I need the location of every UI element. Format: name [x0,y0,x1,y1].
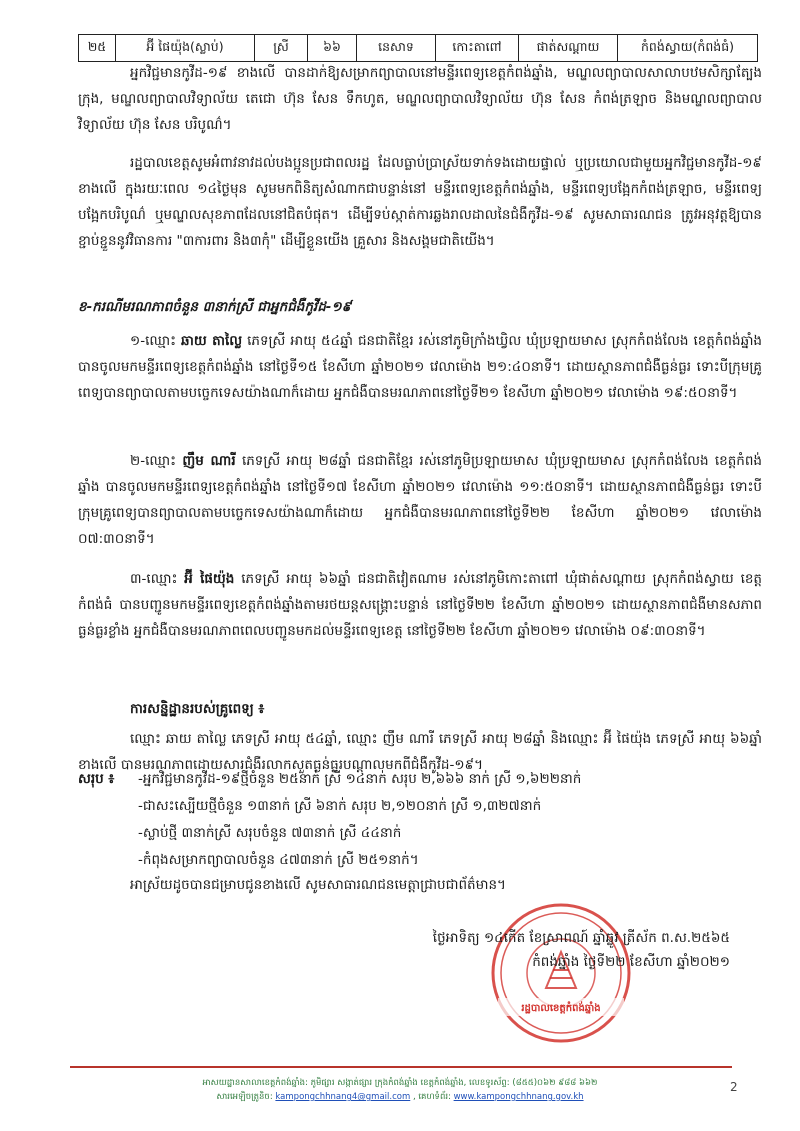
page-number: 2 [730,1080,738,1094]
footer-contacts [0,1090,800,1104]
case-1-name: ឆាយ តាល្លៃ [181,333,243,349]
case-2-prefix: ២-ឈ្មោះ [130,453,177,469]
cell-name: អ៊ី ផៃយ៉ុង(ស្លាប់) [116,35,255,62]
cell-district: កំពង់ស្វាយ(កំពង់ធំ) [618,35,758,62]
summary-row [78,820,762,847]
case-2-text: ភេទស្រី អាយុ ២៨ឆ្នាំ ជនជាតិខ្មែរ រស់នៅភូមិប្រឡាយមាស ឃុំប្រឡាយមាស ស្រុកកំពង់លែង ខេត្តកំពង់ឆ្នាំង បានចូលមកមន្ទីរពេទ្យខេត្តកំពង់ឆ្នាំង នៅថ្ងៃទី១៧ ខែសីហា ឆ្នាំ២០២១ វេលាម៉ោង ១១:៥០នាទី។ ដោយស្ថានភាពជំងឺធ្ងន់ធ្ងរ ទោះបីក្រុមគ្រូពេទ្យបានព្យាបាលតាមបច្ចេកទេសយ៉ាងណាក៏ដោយ អ្នកជំងឺបានមរណភាពនៅថ្ងៃទី២២ ខែសីហា ឆ្នាំ២០២១ វេលាម៉ោង ០៧:៣០នាទី។ [78,453,763,547]
footer [0,1076,800,1104]
summary-label: សរុប ៖ [78,771,115,787]
solar-date: កំពង់ឆ្នាំង ថ្ងៃទី២២ ខែសីហា ឆ្នាំ២០២១ [532,954,730,970]
footer-email-link[interactable]: kampongchhnang4@gmail.com [275,1092,411,1102]
footer-rule [70,1066,732,1068]
cell-village: កោះតាពៅ [436,35,519,62]
summary-row [78,766,762,793]
footer-address: អាសយដ្ឋានសាលាខេត្តកំពង់ឆ្នាំង: ភូមិផ្សារ សង្កាត់ផ្សារ ក្រុងកំពង់ឆ្នាំង ខេត្តកំពង់ឆ្នាំង, លេខទូរស័ព្ទ: (៨៥៥)០៦២ ៩៨៨ ៦៦២ [202,1078,598,1088]
closing-line: អាស្រ័យដូចបានជម្រាបជូនខាងលើ សូមសាធារណជនមេត្តាជ្រាបជាព័ត៌មាន។ [130,877,506,893]
cell-occupation: នេសាទ [357,35,436,62]
case-3-text: ភេទស្រី អាយុ ៦៦ឆ្នាំ ជនជាតិវៀតណាម រស់នៅភូមិកោះតាពៅ ឃុំផាត់សណ្ដាយ ស្រុកកំពង់ស្វាយ ខេត្តកំពង់ធំ បានបញ្ជូនមកមន្ទីរពេទ្យខេត្តកំពង់ឆ្នាំងតាមរថយន្តសង្គ្រោះបន្ទាន់ នៅថ្ងៃទី២២ ខែសីហា ឆ្នាំ២០២១ ដោយស្ថានភាពជំងឺមានសភាពធ្ងន់ធ្ងរខ្លាំង អ្នកជំងឺបានមរណភាពពេលបញ្ជូនមកដល់មន្ទីរពេទ្យខេត្ត នៅថ្ងៃទី២២ ខែសីហា ឆ្នាំ២០២១ វេលាម៉ោង ០៩:៣០នាទី។ [78,571,763,639]
cell-age: ៦៦ [308,35,357,62]
case-1-paragraph [78,328,762,406]
summary-block [78,766,762,874]
lunar-date: ថ្ងៃអាទិត្យ ១៤កើត ខែស្រាពណ៍ ឆ្នាំឆ្លូវ ត្រីស័ក ព.ស.២៥៦៥ [432,930,730,946]
case-3-paragraph [78,566,762,644]
case-1-prefix: ១-ឈ្មោះ [130,333,177,349]
summary-line-3: -ស្លាប់ថ្មី ៣នាក់ស្រី សរុបចំនួន ៧៣នាក់ ស្រី ៤៤នាក់ [138,825,402,841]
case-2-name: ញឹម ណារី [182,453,236,469]
case-table-row [78,34,758,62]
death-section-title: ខ-ករណីមរណភាពចំនួន ៣នាក់ស្រី ជាអ្នកជំងឺកូវីដ-១៩ [78,299,352,315]
treatment-paragraph: អ្នកវិជ្ជមានកូវីដ-១៩ ខាងលើ បានដាក់ឱ្យសម្រាកព្យាបាលនៅមន្ទីរពេទ្យខេត្តកំពង់ឆ្នាំង, មណ្ឌលព្យាបាលសាលាបឋមសិក្សាត្បែងក្រុង, មណ្ឌលព្យាបាលវិទ្យាល័យ តេជោ ហ៊ុន សែន ទឹកហូត, មណ្ឌលព្យាបាលវិទ្យាល័យ ហ៊ុន សែន កំពង់ត្រឡាច និងមណ្ឌលព្យាបាលវិទ្យាល័យ ហ៊ុន សែន បរិបូណ៌។ [78,65,762,133]
diagnosis-paragraph: ឈ្មោះ ឆាយ តាល្លៃ ភេទស្រី អាយុ ៥៤ឆ្នាំ, ឈ្មោះ ញឹម ណារី ភេទស្រី អាយុ ២៨ឆ្នាំ និងឈ្មោះ អ៊ី ផៃយ៉ុង ភេទស្រី អាយុ ៦៦ឆ្នាំ ខាងលើ បានមរណភាពដោយសារជំងឺរលាកសួតធ្ងន់ធ្ងរបណ្ដាលមកពីជំងឺកូវីដ-១៩។ [78,731,762,773]
footer-email-label: សារអេឡិចត្រូនិច: [216,1092,273,1102]
case-2-paragraph [78,448,762,552]
cell-no: ២៥ [79,35,116,62]
diagnosis-title: ការសន្និដ្ឋានរបស់គ្រូពេទ្យ ៖ [130,701,265,717]
summary-row [78,847,762,874]
seal-label: រដ្ឋបាលខេត្តកំពង់ឆ្នាំង [521,1003,601,1014]
summary-line-1: -អ្នកវិជ្ជមានកូវីដ-១៩ថ្មីចំនួន ២៥នាក់ ស្រី ១៤នាក់ សរុប ២,៦៦៦ នាក់ ស្រី ១,៦២២នាក់ [138,771,582,787]
appeal-paragraph: រដ្ឋបាលខេត្តសូមអំពាវនាវដល់បងប្អូនប្រជាពលរដ្ឋ ដែលធ្លាប់ប្រាស្រ័យទាក់ទងដោយផ្ទាល់ ឬប្រយោលជាមួយអ្នកវិជ្ជមានកូវីដ-១៩ ខាងលើ ក្នុងរយៈពេល ១៤ថ្ងៃមុន សូមមកពិនិត្យសំណាកជាបន្ទាន់នៅ មន្ទីរពេទ្យខេត្តកំពង់ឆ្នាំង, មន្ទីរពេទ្យបង្អែកកំពង់ត្រឡាច, មន្ទីរពេទ្យបង្អែកបរិបូណ៌ ឬមណ្ឌលសុខភាពដែលនៅជិតបំផុត។ ដើម្បីទប់ស្កាត់ការឆ្លងរាលដាលនៃជំងឺកូវីដ-១៩ សូមសាធារណជន ត្រូវអនុវត្តឱ្យបានខ្ជាប់ខ្ជួននូវវិធានការ "៣ការពារ និង៣កុំ" ដើម្បីខ្លួនយើង គ្រួសារ និងសង្គមជាតិយើង។ [78,155,762,249]
date-block [433,926,730,974]
summary-row [78,793,762,820]
cell-commune: ផាត់សណ្ដាយ [519,35,618,62]
cell-sex: ស្រី [255,35,308,62]
summary-line-4: -កំពុងសម្រាកព្យាបាលចំនួន ៤៧៣នាក់ ស្រី ២៥១នាក់។ [138,852,419,868]
table-row [79,35,758,62]
case-3-prefix: ៣-ឈ្មោះ [130,571,178,587]
footer-website-link[interactable]: www.kampongchhnang.gov.kh [453,1092,584,1102]
case-3-name: អ៊ី ផៃយ៉ុង [184,571,235,587]
case-1-text: ភេទស្រី អាយុ ៥៤ឆ្នាំ ជនជាតិខ្មែរ រស់នៅភូមិក្រាំងឃ្វិល ឃុំប្រឡាយមាស ស្រុកកំពង់លែង ខេត្តកំពង់ឆ្នាំង បានចូលមកមន្ទីរពេទ្យខេត្តកំពង់ឆ្នាំង នៅថ្ងៃទី១៥ ខែសីហា ឆ្នាំ២០២១ វេលាម៉ោង ២១:៤០នាទី។ ដោយស្ថានភាពជំងឺធ្ងន់ធ្ងរ ទោះបីក្រុមគ្រូពេទ្យបានព្យាបាលតាមបច្ចេកទេសយ៉ាងណាក៏ដោយ អ្នកជំងឺបានមរណភាពនៅថ្ងៃទី២១ ខែសីហា ឆ្នាំ២០២១ វេលាម៉ោង ១៩:៥០នាទី។ [78,333,762,401]
summary-line-2: -ជាសះស្បើយថ្មីចំនួន ១៣នាក់ ស្រី ៦នាក់ សរុប ២,១២០នាក់ ស្រី ១,៣២៧នាក់ [138,798,542,814]
footer-web-label: , គេហទំព័រ: [412,1092,451,1102]
